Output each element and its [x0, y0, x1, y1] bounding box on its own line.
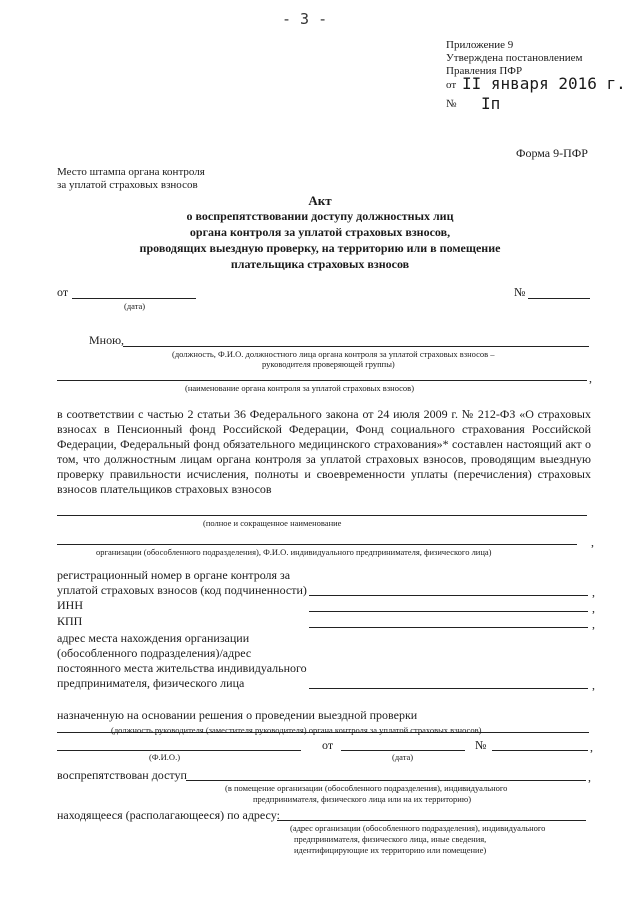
- address-comma: ,: [592, 678, 595, 692]
- kpp-field[interactable]: [309, 627, 588, 628]
- decision-number-field[interactable]: [492, 750, 588, 751]
- reg-number-label-2: уплатой страховых взносов (код подчиненности): [57, 583, 307, 597]
- decision-fio-hint: (Ф.И.О.): [149, 752, 181, 762]
- title-line-1: Акт: [308, 193, 332, 208]
- access-hint-2: предпринимателя, физического лица или на их территорию): [253, 794, 472, 804]
- decision-number-label: №: [475, 738, 487, 752]
- title-line-2: о воспрепятствовании доступу должностных лиц: [186, 209, 454, 223]
- official-hint-1: (должность, Ф.И.О. должностного лица органа контроля за уплатой страховых взносов –: [172, 349, 495, 359]
- access-comma: ,: [588, 770, 591, 784]
- org-name-field-2[interactable]: [57, 544, 577, 545]
- appendix-date: II января 2016 г.: [462, 74, 626, 93]
- title-line-5: плательщика страховых взносов: [230, 257, 410, 271]
- location-address-field[interactable]: [277, 820, 586, 821]
- decision-head-hint: (должность руководителя (заместителя руководителя) органа контроля за уплатой страховых взносов): [111, 725, 482, 735]
- org-hint-1: (полное и сокращенное наименование: [203, 518, 342, 528]
- inn-label: ИНН: [57, 598, 83, 612]
- decision-from-label: от: [322, 738, 334, 752]
- paragraph-line-1: в соответствии с частью 2 статьи 36 Федерального закона от 24 июля 2009 г. № 212-ФЗ «О страховых: [57, 407, 591, 421]
- control-body-comma: ,: [589, 371, 592, 385]
- appendix-line-1: Приложение 9: [446, 39, 514, 51]
- appendix-line-3: Правления ПФР: [446, 65, 523, 77]
- paragraph-line-6: взносов плательщиков страховых взносов: [57, 482, 272, 496]
- address-label-4: предпринимателя, физического лица: [57, 676, 245, 690]
- decision-date-field[interactable]: [341, 750, 465, 751]
- number-field[interactable]: [528, 298, 590, 299]
- title-line-3: органа контроля за уплатой страховых взносов,: [189, 225, 451, 239]
- form-label: Форма 9-ПФР: [516, 146, 588, 160]
- location-address-hint-3: идентифицирующие их территорию или помещение): [294, 845, 487, 855]
- official-hint-2: руководителя проверяющей группы): [262, 359, 395, 369]
- address-label-2: (обособленного подразделения)/адрес: [57, 646, 252, 660]
- reg-number-comma: ,: [592, 585, 595, 599]
- stamp-place-line-2: за уплатой страховых взносов: [57, 179, 198, 191]
- control-body-hint: (наименование органа контроля за уплатой страховых взносов): [185, 383, 415, 393]
- paragraph-line-2: взносах в Пенсионный фонд Российской Федерации, Фонд социального страхования Российской: [57, 422, 591, 436]
- number-label: №: [514, 285, 526, 299]
- decision-date-hint: (дата): [392, 752, 414, 762]
- date-hint: (дата): [124, 301, 146, 311]
- appendix-line-2: Утверждена постановлением: [446, 52, 583, 64]
- inn-comma: ,: [592, 601, 595, 615]
- location-address-label: находящееся (располагающееся) по адресу:: [57, 808, 280, 822]
- inn-field[interactable]: [309, 611, 588, 612]
- location-address-hint-2: предпринимателя, физического лица, иные сведения,: [294, 834, 487, 844]
- org-hint-2: организации (обособленного подразделения), Ф.И.О. индивидуального предпринимателя, физического лица): [96, 547, 492, 557]
- decision-label: назначенную на основании решения о проведении выездной проверки: [57, 708, 418, 722]
- date-field[interactable]: [72, 298, 196, 299]
- address-label-3: постоянного места жительства индивидуального: [57, 661, 307, 675]
- address-field[interactable]: [309, 688, 588, 689]
- decision-comma: ,: [590, 740, 593, 754]
- official-name-field[interactable]: [123, 346, 589, 347]
- appendix-number-prefix: №: [446, 98, 457, 110]
- kpp-comma: ,: [592, 617, 595, 631]
- access-field[interactable]: [186, 780, 586, 781]
- org-comma: ,: [591, 535, 594, 549]
- paragraph-line-4: том, что должностным лицам органа контроля за уплатой страховых взносов, проводящим выездную: [57, 452, 591, 466]
- date-from-label: от: [57, 285, 69, 299]
- location-address-hint-1: (адрес организации (обособленного подразделения), индивидуального: [290, 823, 546, 833]
- org-name-field[interactable]: [57, 515, 587, 516]
- paragraph-line-5: проверку правильности исчисления, полноты и своевременности уплаты (перечисления) страховых: [57, 467, 591, 481]
- access-label: воспрепятствован доступ: [57, 768, 187, 782]
- stamp-place-line-1: Место штампа органа контроля: [57, 166, 205, 178]
- address-label-1: адрес места нахождения организации: [57, 631, 250, 645]
- access-hint-1: (в помещение организации (обособленного подразделения), индивидуального: [225, 783, 508, 793]
- appendix-date-prefix: от: [446, 79, 457, 91]
- page-number: - 3 -: [282, 10, 328, 28]
- decision-fio-field[interactable]: [57, 750, 301, 751]
- by-me-label: Мною,: [89, 333, 125, 347]
- paragraph-line-3: Федерации, Федеральный фонд обязательного медицинского страхования»* составлен настоящий акт о: [57, 437, 591, 451]
- control-body-field[interactable]: [57, 380, 587, 381]
- reg-number-field[interactable]: [309, 595, 588, 596]
- reg-number-label-1: регистрационный номер в органе контроля за: [57, 568, 291, 582]
- kpp-label: КПП: [57, 614, 83, 628]
- appendix-number: Iп: [481, 94, 501, 113]
- title-line-4: проводящих выездную проверку, на территорию или в помещение: [139, 241, 501, 255]
